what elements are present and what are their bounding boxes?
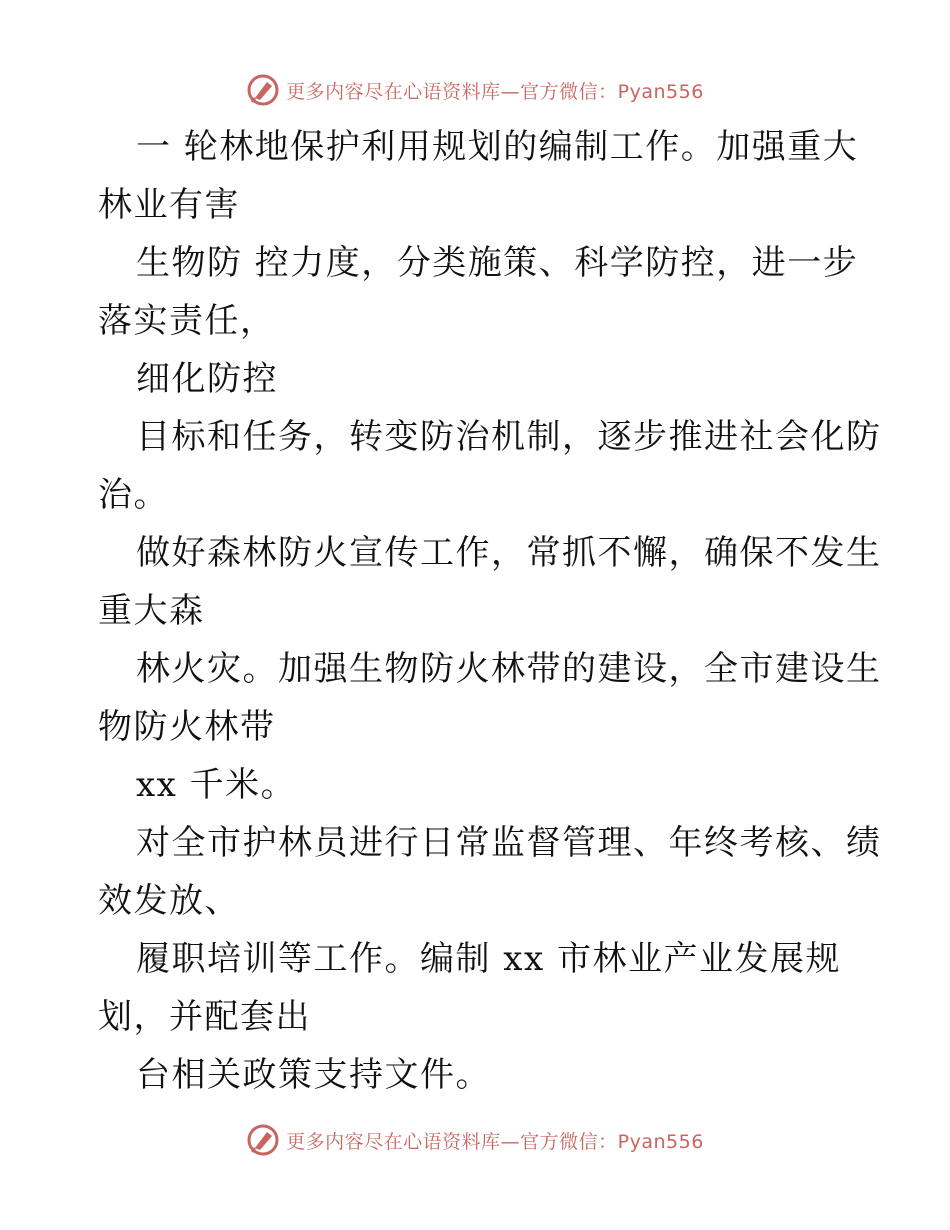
pen-nib-seal-icon bbox=[246, 73, 280, 107]
body-line: 林火灾。加强生物防火林带的建设，全市建设生 bbox=[136, 649, 882, 689]
body-line: 目标和任务，转变防治机制，逐步推进社会化防 bbox=[136, 417, 882, 457]
footer-banner bbox=[0, 1120, 950, 1160]
body-line: 林业有害 bbox=[98, 185, 240, 225]
body-line: 治。 bbox=[98, 475, 169, 515]
body-line: 生物防 控力度，分类施策、科学防控，进一步 bbox=[136, 243, 859, 283]
pen-nib-seal-icon bbox=[246, 1123, 280, 1157]
body-line: 台相关政策支持文件。 bbox=[136, 1055, 491, 1095]
body-line: 一 轮林地保护利用规划的编制工作。加强重大 bbox=[136, 127, 859, 167]
body-line: 划，并配套出 bbox=[98, 997, 311, 1037]
body-line: 履职培训等工作。编制 xx 市林业产业发展规 bbox=[136, 939, 841, 979]
header-banner bbox=[0, 70, 950, 110]
body-line: 落实责任， bbox=[98, 301, 276, 341]
footer-banner-text: 更多内容尽在心语资料库—官方微信：Pyan556 bbox=[286, 1130, 704, 1153]
body-line: 物防火林带 bbox=[98, 707, 276, 747]
body-line: 做好森林防火宣传工作，常抓不懈，确保不发生 bbox=[136, 533, 882, 573]
header-banner-text: 更多内容尽在心语资料库—官方微信：Pyan556 bbox=[286, 80, 704, 103]
body-line: 对全市护林员进行日常监督管理、年终考核、绩 bbox=[136, 823, 882, 863]
body-line: 效发放、 bbox=[98, 881, 240, 921]
body-line: 重大森 bbox=[98, 591, 205, 631]
document-body bbox=[98, 118, 882, 1104]
body-line: 细化防控 bbox=[136, 359, 278, 399]
body-line: xx 千米。 bbox=[136, 765, 297, 805]
